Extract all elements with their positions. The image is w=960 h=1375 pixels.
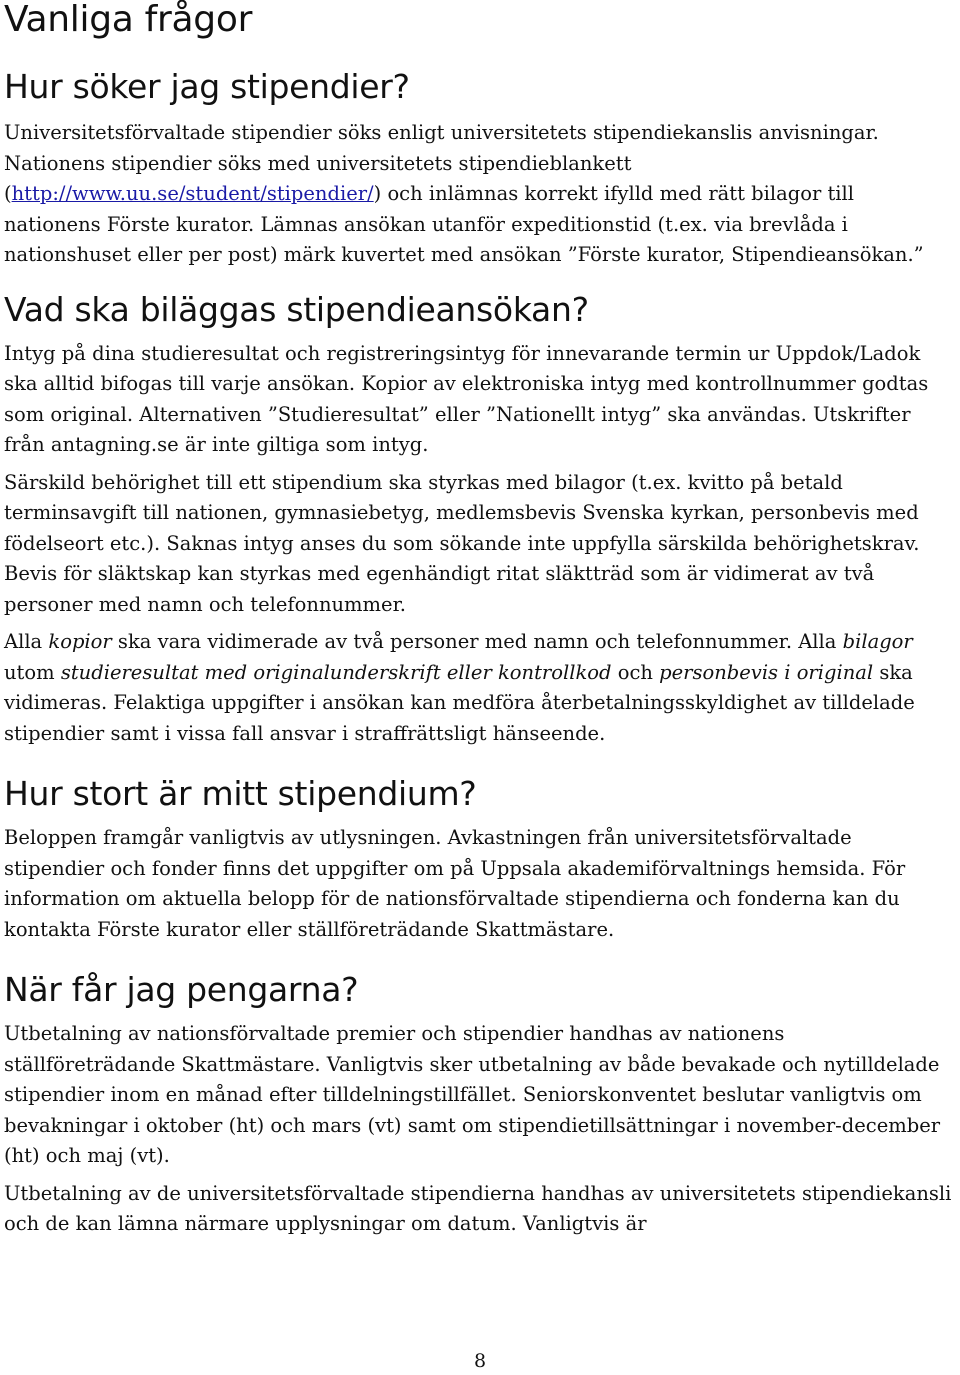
text-run: Alla (4, 630, 49, 653)
paragraph: Utbetalning av de universitetsförvaltade stipendierna handhas av universitetets stipendiekansli och de kan lämna närmare upplysningar om datum. Vanligtvis är (4, 1181, 952, 1235)
paragraph: Beloppen framgår vanligtvis av utlysningen. Avkastningen från universitetsförvaltade stipendier och fonder finns det uppgifter om på Uppsala akademiförvaltnings hemsida. För information om aktuella belopp för de nationsförvaltade stipendierna och fonderna kan du kontakta Förste kurator eller ställföreträdande Skattmästare. (4, 826, 906, 941)
paragraph: Utbetalning av nationsförvaltade premier och stipendier handhas av nationens ställföreträdande Skattmästare. Vanligtvis sker utbetalning av både bevakade och nytilldelade stipendier inom en månad efter tilldelningstillfället. Seniorskonventet beslutar vanligtvis om bevakningar i oktober (ht) och mars (vt) samt om stipendietillsättningar i november-december (ht) och maj (vt). (4, 1022, 941, 1167)
emphasis: personbevis i original (659, 660, 874, 684)
section-heading: Vad ska biläggas stipendieansökan? (4, 289, 589, 329)
section-heading: Hur söker jag stipendier? (4, 67, 410, 106)
page-number: 8 (473, 1350, 487, 1372)
text-run: utom (4, 660, 61, 684)
paragraph (4, 118, 956, 271)
text-run: ) och inlämnas korrekt ifylld med rätt bilagor till nationens Förste kurator. Lämnas ansökan utanför expeditionstid (t.ex. via brevlåda i nationshuset eller per post) märk kuvertet med ansökan ”Förste kurator, Stipendieansökan.” (4, 182, 924, 266)
emphasis: kopior (48, 630, 112, 653)
text-run: Universitetsförvaltade stipendier söks enligt universitetets stipendiekanslis anvisningar. Nationens stipendier söks med universitetets stipendieblankett ( (4, 121, 879, 205)
stipend-form-link[interactable]: http://www.uu.se/student/stipendier/ (11, 182, 374, 205)
section-heading: När får jag pengarna? (4, 970, 359, 1009)
paragraph: Särskild behörighet till ett stipendium ska styrkas med bilagor (t.ex. kvitto på betald terminsavgift till nationen, gymnasiebetyg, medlemsbevis Svenska kyrkan, personbevis med födelseort etc.). Saknas intyg anses du som sökande inte uppfylla särskilda behörighetskrav. Bevis för släktskap kan styrkas med egenhändigt ritat släktträd som är vidimerat av två personer med namn och telefonnummer. (4, 470, 920, 616)
emphasis: studieresultat med originalunderskrift eller kontrollkod (60, 660, 612, 684)
text-run: ska vidimeras. Felaktiga uppgifter i ansökan kan medföra återbetalningsskyldighet av tilldelade stipendier samt i vissa fall ansvar i straffrättsligt hänseende. (4, 660, 915, 745)
section-payment (4, 971, 956, 1240)
paragraph: Intyg på dina studieresultat och registreringsintyg för innevarande termin ur Uppdok/Ladok ska alltid bifogas till varje ansökan. Kopior av elektroniska intyg med kontrollnummer godtas som original. Alternativen ”Studieresultat” eller ”Nationellt intyg” ska användas. Utskrifter från antagning.se är inte giltiga som intyg. (4, 341, 929, 456)
section-how-to-apply (4, 68, 956, 271)
text-run: och (611, 660, 660, 684)
section-attachments (4, 291, 956, 750)
section-stipend-amount (4, 775, 956, 945)
text-run: ska vara vidimerade av två personer med namn och telefonnummer. Alla (111, 630, 843, 653)
page-title: Vanliga frågor (4, 0, 253, 40)
emphasis: bilagor (842, 630, 913, 653)
document-page (4, 0, 956, 1240)
paragraph (4, 627, 956, 749)
section-heading: Hur stort är mitt stipendium? (4, 774, 477, 813)
